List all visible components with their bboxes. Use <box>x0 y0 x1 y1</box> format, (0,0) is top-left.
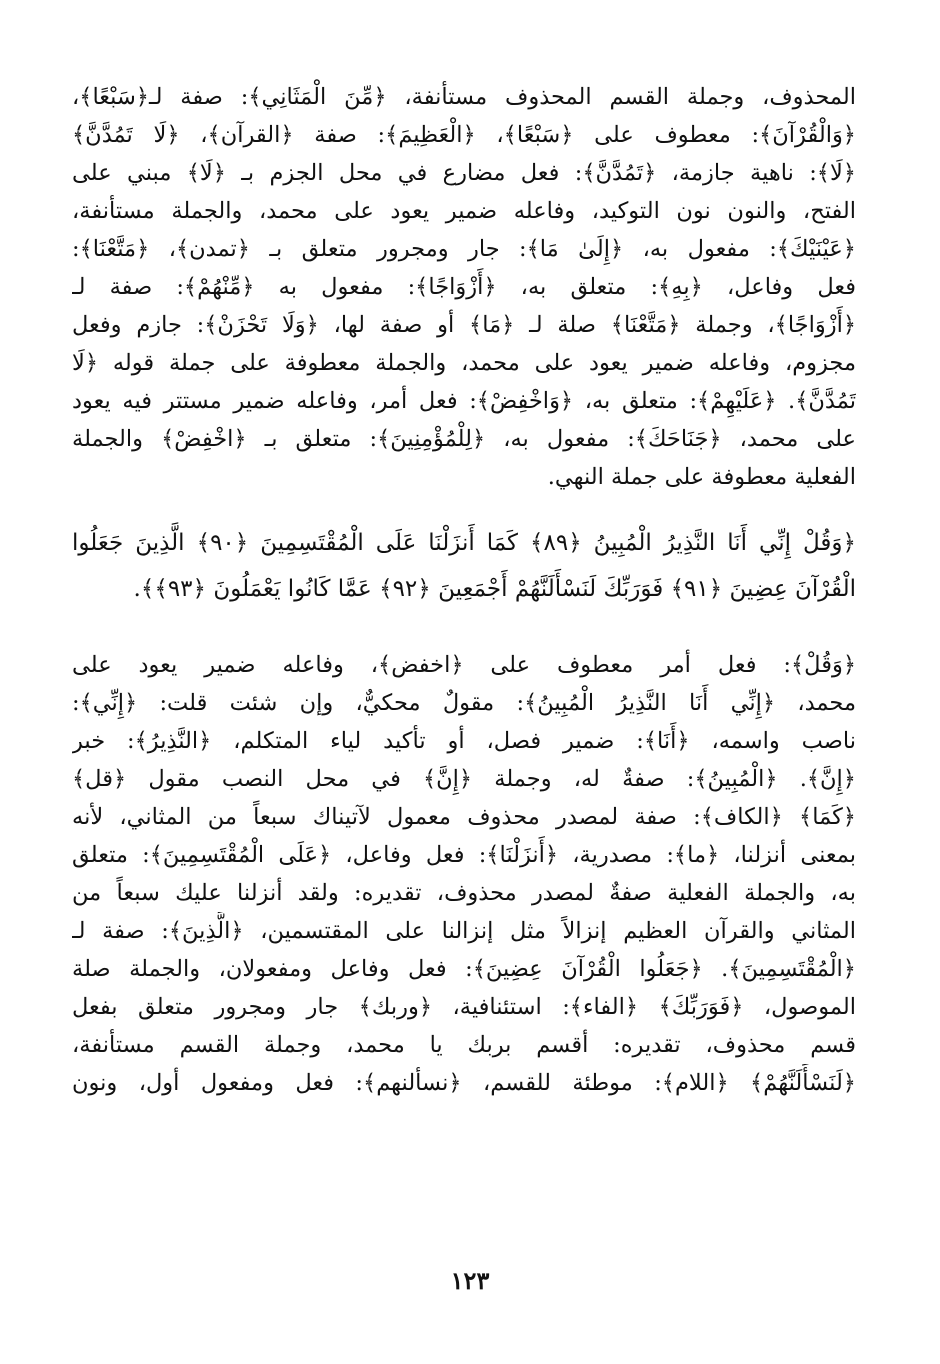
text-line: على محمد، ﴿جَنَاحَكَ﴾: مفعول به، ﴿لِلْمُؤْمِنِينَ﴾: متعلق بـ ﴿اخْفِضْ﴾ والجملة <box>72 426 856 452</box>
text-line: ﴿لَا﴾: ناهية جازمة، ﴿تَمُدَّنَّ﴾: فعل مضارع في محل الجزم بـ ﴿لَا﴾ مبني على <box>72 160 856 186</box>
text-line: تَمُدَّنَّ﴾. ﴿عَلَيْهِمْ﴾: متعلق به، ﴿وَاخْفِضْ﴾: فعل أمر، وفاعله ضمير مستتر فيه يعود <box>72 388 856 414</box>
text-line: ﴿الْمُقْتَسِمِينَ﴾. ﴿جَعَلُوا الْقُرْآنَ عِضِينَ﴾: فعل وفاعل ومفعولان، والجملة صلة <box>72 956 856 982</box>
commentary-paragraph-2 <box>72 646 856 1102</box>
text-line: ناصب واسمه، ﴿أَنَا﴾: ضمير فصل، أو تأكيد لياء المتكلم، ﴿النَّذِيرُ﴾: خبر <box>72 728 856 754</box>
text-line: ﴿وَالْقُرْآنَ﴾: معطوف على ﴿سَبْعًا﴾، ﴿الْعَظِيمَ﴾: صفة ﴿القرآن﴾، ﴿لَا تَمُدَّنَّ﴾ <box>72 122 856 148</box>
text-line: ﴿إِنَّ﴾. ﴿الْمُبِينُ﴾: صفةٌ له، وجملة ﴿إِنَّ﴾ في محل النصب مقول ﴿قل﴾ <box>72 766 856 792</box>
commentary-paragraph-1 <box>72 78 856 496</box>
text-line: الفعلية معطوفة على جملة النهي. <box>547 464 856 490</box>
text-line: به، والجملة الفعلية صفةٌ لمصدر محذوف، تقديره: ولقد أنزلنا عليك سبعاً من <box>72 880 856 906</box>
page-number: ١٢٣ <box>450 1266 490 1295</box>
text-line: الفتح، والنون نون التوكيد، وفاعله ضمير يعود على محمد، والجملة مستأنفة، <box>72 198 856 224</box>
verse-line: الْقُرْآنَ عِضِينَ ﴿٩١﴾ فَوَرَبِّكَ لَنَسْأَلَنَّهُمْ أَجْمَعِينَ ﴿٩٢﴾ عَمَّا كَانُوا يَعْمَلُونَ ﴿٩٣﴾﴾. <box>133 576 856 602</box>
text-line: قسم محذوف، تقديره: أقسم بربك يا محمد، وجملة القسم مستأنفة، <box>72 1032 856 1058</box>
text-line: ﴿لَنَسْأَلَنَّهُمْ﴾ ﴿اللام﴾: موطئة للقسم، ﴿نسألنهم﴾: فعل ومفعول أول، ونون <box>72 1070 856 1096</box>
page-body <box>72 78 856 1102</box>
verse-line: ﴿وَقُلْ إِنِّي أَنَا النَّذِيرُ الْمُبِينُ ﴿٨٩﴾ كَمَا أَنزَلْنَا عَلَى الْمُقْتَسِمِينَ ﴿٩٠﴾ الَّذِينَ جَعَلُوا <box>72 530 856 556</box>
text-line: مجزوم، وفاعله ضمير يعود على محمد، والجملة معطوفة على جملة قوله ﴿لَا <box>72 350 856 376</box>
text-line: ﴿عَيْنَيْكَ﴾: مفعول به، ﴿إِلَىٰ مَا﴾: جار ومجرور متعلق بـ ﴿تمدن﴾، ﴿مَتَّعْنَا﴾: <box>72 236 856 262</box>
quran-verse-block <box>72 520 856 612</box>
text-line: فعل وفاعل، ﴿بِهِ﴾: متعلق به، ﴿أَزْوَاجًا﴾: مفعول به ﴿مِّنْهُمْ﴾: صفة لـ <box>72 274 856 300</box>
text-line: المثاني والقرآن العظيم إنزالاً مثل إنزالنا على المقتسمين، ﴿الَّذِينَ﴾: صفة لـ <box>72 918 856 944</box>
text-line: الموصول، ﴿فَوَرَبِّكَ﴾ ﴿الفاء﴾: استئنافية، ﴿وربك﴾ جار ومجرور متعلق بفعل <box>72 994 856 1020</box>
text-line: المحذوف، وجملة القسم المحذوف مستأنفة، ﴿مِّنَ الْمَثَانِي﴾: صفة لـ﴿سَبْعًا﴾، <box>72 84 856 110</box>
text-line: بمعنى أنزلنا، ﴿ما﴾: مصدرية، ﴿أَنزَلْنَا﴾: فعل وفاعل، ﴿عَلَى الْمُقْتَسِمِينَ﴾: متعلق <box>72 842 856 868</box>
text-line: ﴿وَقُلْ﴾: فعل أمر معطوف على ﴿اخفض﴾، وفاعله ضمير يعود على <box>72 652 856 678</box>
text-line: ﴿كَمَا﴾ ﴿الكاف﴾: صفة لمصدر محذوف معمول لآتيناك سبعاً من المثاني، لأنه <box>72 804 856 830</box>
text-line: ﴿أَزْوَاجًا﴾، وجملة ﴿مَتَّعْنَا﴾ صلة لـ ﴿مَا﴾ أو صفة لها، ﴿وَلَا تَحْزَنْ﴾: جازم وفعل <box>72 312 856 338</box>
text-line: محمد، ﴿إِنِّي أَنَا النَّذِيرُ الْمُبِينُ﴾: مقولٌ محكيٌّ، وإن شئت قلت: ﴿إِنِّي﴾: <box>72 690 856 716</box>
